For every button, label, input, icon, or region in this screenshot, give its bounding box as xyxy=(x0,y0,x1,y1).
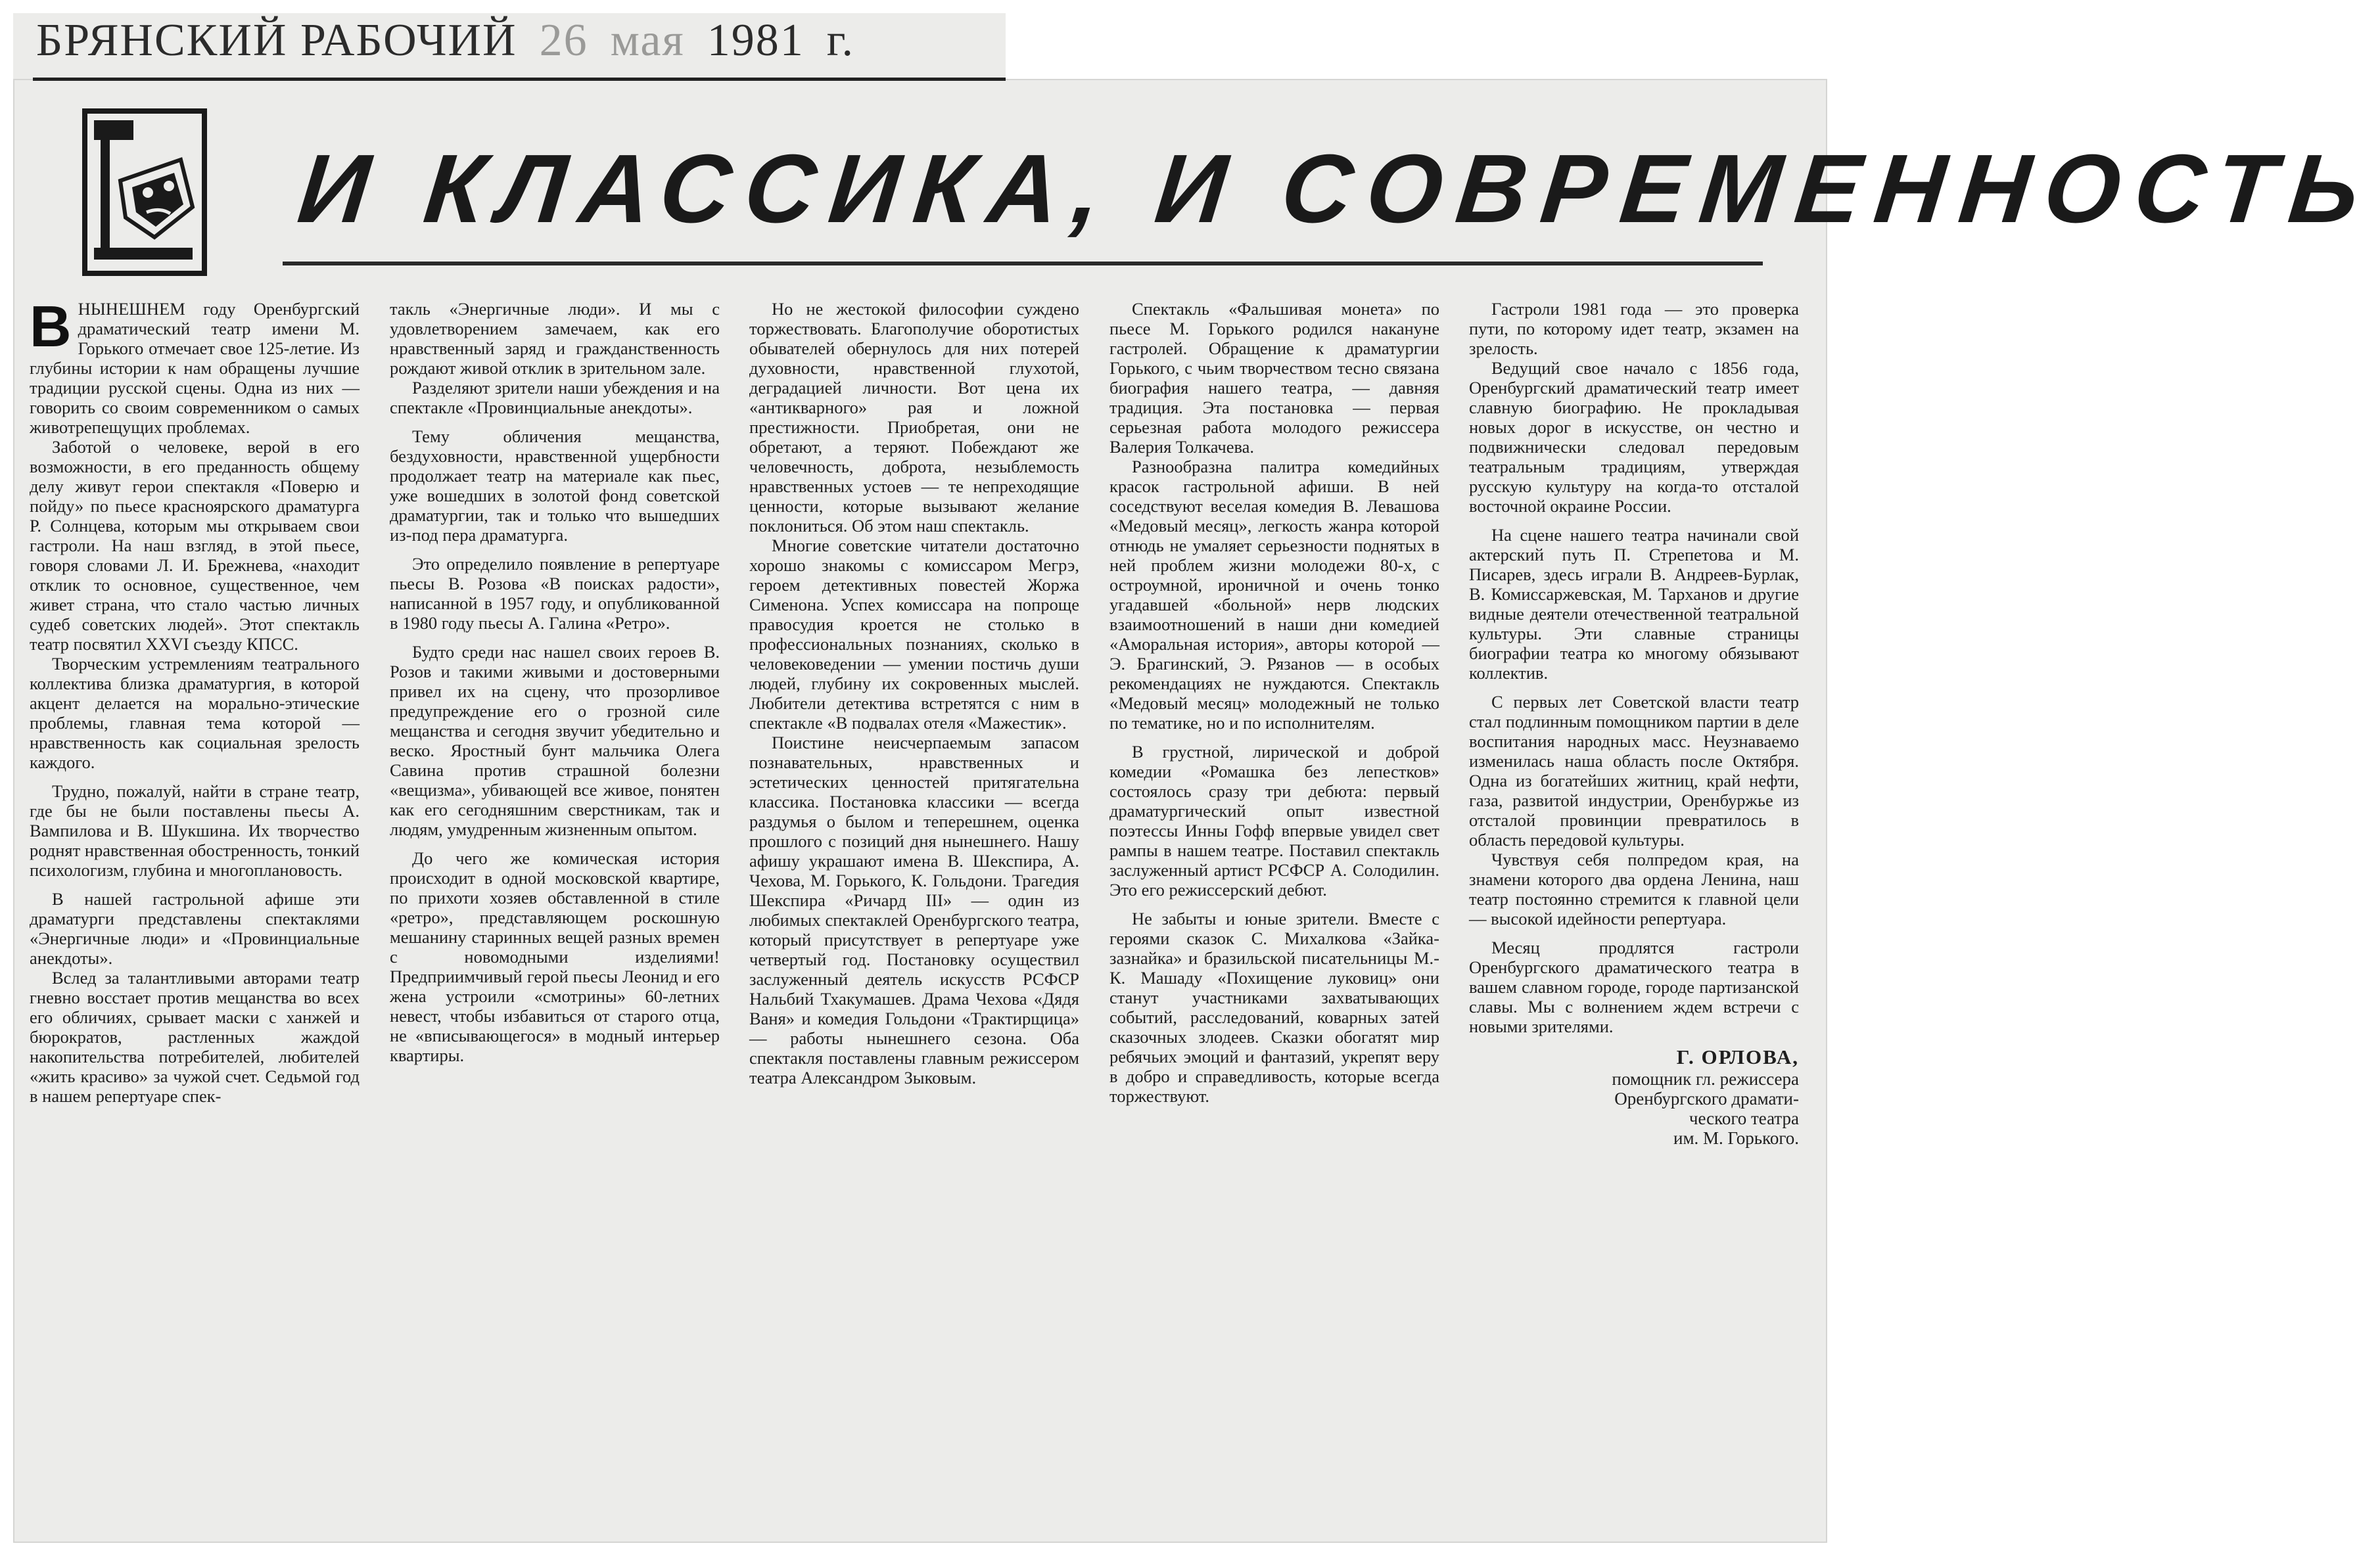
paragraph: Трудно, пожалуй, найти в стране театр, где бы не были поставлены пьесы А. Вампилова и В. Шукшина. Их творчество роднят нравственная обостренность, тонкий психологизм, глубина и многоплановость. xyxy=(30,781,360,880)
paragraph: С первых лет Советской власти театр стал подлинным помощником партии в деле воспитания народных масс. Неузнаваемо изменилась наша область после Октября. Одна из богатейших житниц, край нефти, газа, развитой индустрии, Оренбуржье из отсталой провинции превратилось в область передовой культуры. xyxy=(1469,692,1799,850)
paragraph: Поистине неисчерпаемым запасом познавательных, нравственных и эстетических ценностей притягательна классика. Постановка классики — всегда раздумья о былом и теперешнем, оценка прошлого с позиций дня нынешнего. Нашу афишу украшают имена В. Шекспира, А. Чехова, М. Горького, К. Гольдони. Трагедия Шекспира «Ричард III» — один из любимых спектаклей Оренбургского театра, который присутствует в репертуаре уже четвертый год. Постановку осуществил заслуженный деятель искусств РСФСР Нальбий Тхакумашев. Драма Чехова «Дядя Ваня» и комедия Гольдони «Трактирщица» — работы нынешнего сезона. Оба спектакля поставлены главным режиссером театра Александром Зыковым. xyxy=(749,733,1079,1087)
date-day: 26 xyxy=(539,15,588,66)
drop-cap: В xyxy=(30,294,72,359)
paragraph: Месяц продлятся гастроли Оренбургского драматического театра в вашем славном городе, городе партизанской славы. Мы с волнением ждем встречи с новыми зрителями. xyxy=(1469,938,1799,1036)
paragraph: Гастроли 1981 года — это проверка пути, по которому идет театр, экзамен на зрелость. xyxy=(1469,299,1799,358)
paragraph: Это определило появление в репертуаре пьесы В. Розова «В поисках радости», написанной в 1957 году, и опубликованной в 1980 году пьесы А. Галина «Ретро». xyxy=(390,554,720,633)
article-headline: И КЛАССИКА, И СОВРЕМЕННОСТЬ xyxy=(293,135,2379,243)
paragraph: Разделяют зрители наши убеждения и на спектакле «Провинциальные анекдоты». xyxy=(390,378,720,417)
paragraph: ВНЫНЕШНЕМ году Оренбургский драматический театр имени М. Горького отмечает свое 125-летие. Из глубины истории к нам обращены лучшие традиции русской сцены. Одна из них — говорить со своим современником о самых животрепещущих проблемах. xyxy=(30,294,360,437)
author-position-4: им. М. Горького. xyxy=(1673,1128,1799,1148)
paragraph: Многие советские читатели достаточно хорошо знакомы с комиссаром Мегрэ, героем детективных повестей Жоржа Сименона. Успех комиссара на попроще правосудия кроется не столько в профессиональных познаниях, сколько в человековедении — умении постичь души людей, глубину их сокровенных мыслей. Любители детектива встретятся с ним в спектакле «В подвалах отеля «Мажестик». xyxy=(749,536,1079,733)
paragraph: До чего же комическая история происходит в одной московской квартире, по прихоти хозяев обставленной в стиле «ретро», представляющем роскошную мешанину старинных вещей разных времен с новомодными изделиями! Предприимчивый герой пьесы Леонид и его жена устроили «смотрины» 60-летних невест, чтобы избавиться от старого отца, не «вписывающегося» в модный интерьер квартиры. xyxy=(390,848,720,1065)
paragraph: Тему обличения мещанства, бездуховности, нравственной ущербности продолжает театр на материале как пьес, уже вошедших в золотой фонд советской драматургии, так и только что вышедших из-под пера драматурга. xyxy=(390,426,720,545)
column-3 xyxy=(749,299,1079,1534)
paragraph: Спектакль «Фальшивая монета» по пьесе М. Горького родился накануне гастролей. Обращение к драматургии Горького, с чьим творчеством тесно связана биография нашего театра, — давняя традиция. Эта постановка — первая серьезная работа молодого режиссера Валерия Толкачева. xyxy=(1109,299,1439,457)
date-year: 1981 xyxy=(707,15,805,66)
author-signature xyxy=(1469,1045,1799,1148)
headline-rule xyxy=(283,262,1763,265)
author-position-1: помощник гл. режиссера xyxy=(1612,1069,1799,1089)
masthead xyxy=(36,14,854,67)
paragraph: Но не жестокой философии суждено торжествовать. Благополучие оборотистых обывателей обернулось для них потерей духовности, нравственной глухотой, деградацией личности. Вот цена их «антикварного» рая и ложной престижности. Приобретая, они не обретают, а теряют. Побеждают же человечность, доброта, незыблемость нравственных устоев — те непреходящие ценности, которые вызывают желание поклониться. Об этом наш спектакль. xyxy=(749,299,1079,536)
author-position-3: ческого театра xyxy=(1689,1109,1799,1128)
masthead-rule xyxy=(33,78,1006,81)
paragraph: Чувствуя себя полпредом края, на знамени которого два ордена Ленина, наш театр постоянно стремится к главной цели — высокой идейности репертуара. xyxy=(1469,850,1799,928)
paragraph: Ведущий свое начало с 1856 года, Оренбургский драматический театр имеет славную биографию. Не прокладывая новых дорог в искусстве, он честно и подвижнически следовал передовым театральным традициям, утверждая русскую культуру на когда-то отсталой восточной окраине России. xyxy=(1469,358,1799,516)
paragraph: Будто среди нас нашел своих героев В. Розов и такими живыми и достоверными привел их на сцену, что прозорливое предупреждение его о грозной силе мещанства и сегодня звучит убедительно и веско. Яростный бунт мальчика Олега Савина против страшной болезни «вещизма», убивающей все живое, понятен как его сегодняшним сверстникам, так и людям, умудренным жизненным опытом. xyxy=(390,642,720,839)
author-name: Г. ОРЛОВА, xyxy=(1676,1045,1799,1068)
paragraph: В нашей гастрольной афише эти драматурги представлены спектаклями «Энергичные люди» и «Провинциальные анекдоты». xyxy=(30,889,360,968)
newspaper-name: БРЯНСКИЙ РАБОЧИЙ xyxy=(36,15,517,66)
paragraph: В грустной, лирической и доброй комедии «Ромашка без лепестков» состоялось сразу три дебюта: первый драматургический опыт известной поэтессы Инны Гофф впервые увидел свет рампы в нашем театре. Поставил спектакль заслуженный артист РСФСР А. Солодилин. Это его режиссерский дебют. xyxy=(1109,742,1439,900)
column-1 xyxy=(30,294,360,1534)
paragraph: На сцене нашего театра начинали свой актерский путь П. Стрепетова и М. Писарев, здесь играли В. Андреев-Бурлак, В. Комиссаржевская, М. Тарханов и другие видные деятели отечественной театральной культуры. Эти славные страницы биографии театра ко многому обязывают коллектив. xyxy=(1469,525,1799,683)
theatre-mask-column-icon xyxy=(82,108,207,276)
paragraph: Заботой о человеке, верой в его возможности, в его преданность общему делу живут герои спектакля «Поверю и пойду» по пьесе красноярского драматурга Р. Солнцева, которым мы открываем свои гастроли. На наш взгляд, в этой пьесе, говоря словами Л. И. Брежнева, «находит отклик то основное, существенное, чем живет страна, что стало частью личных судеб советских людей». Этот спектакль театр посвятил XXVI съезду КПСС. xyxy=(30,437,360,654)
author-position-2: Оренбургского драмати- xyxy=(1614,1089,1799,1109)
column-2 xyxy=(390,299,720,1534)
paragraph: Разнообразна палитра комедийных красок гастрольной афиши. В ней соседствуют веселая комедия В. Левашова «Медовый месяц», легкость жанра которой отнюдь не умаляет серьезности поднятых в ней проблем жизни молодежи 80-х, с остроумной, ироничной и очень тонко угадавшей «больной» нерв людских взаимоотношений в наши дни комедией «Аморальная история», авторы которой — Э. Брагинский, Э. Рязанов — в особых рекомендациях не нуждаются. Спектакль «Медовый месяц» молодежный не только по тематике, но и по исполнителям. xyxy=(1109,457,1439,733)
date-month: мая xyxy=(610,15,685,66)
paragraph: такль «Энергичные люди». И мы с удовлетворением замечаем, как его нравственный заряд и гражданственность рождают живой отклик в зрительном зале. xyxy=(390,299,720,378)
article-body xyxy=(30,294,1817,1534)
date-g: г. xyxy=(826,15,855,66)
column-4 xyxy=(1109,299,1439,1534)
paragraph: Не забыты и юные зрители. Вместе с героями сказок С. Михалкова «Зайка-зазнайка» и бразильской писательницы М.-К. Машаду «Похищение луковиц» они станут участниками захватывающих событий, расследований, коварных затей сказочных злодеев. Сказки обогатят мир ребячьих эмоций и фантазий, укрепят веру в добро и справедливость, которые всегда торжествуют. xyxy=(1109,909,1439,1106)
column-5 xyxy=(1469,299,1799,1534)
paragraph: Вслед за талантливыми авторами театр гневно восстает против мещанства во всех его обличиях, срывает маски с ханжей и бюрократов, растленных жаждой накопительства потребителей, любителей «жить красиво» за чужой счет. Седьмой год в нашем репертуаре спек- xyxy=(30,968,360,1106)
paragraph: Творческим устремлениям театрального коллектива близка драматургия, в которой акцент делается на морально-этические проблемы, главная тема которой — нравственность как социальная зрелость каждого. xyxy=(30,654,360,772)
